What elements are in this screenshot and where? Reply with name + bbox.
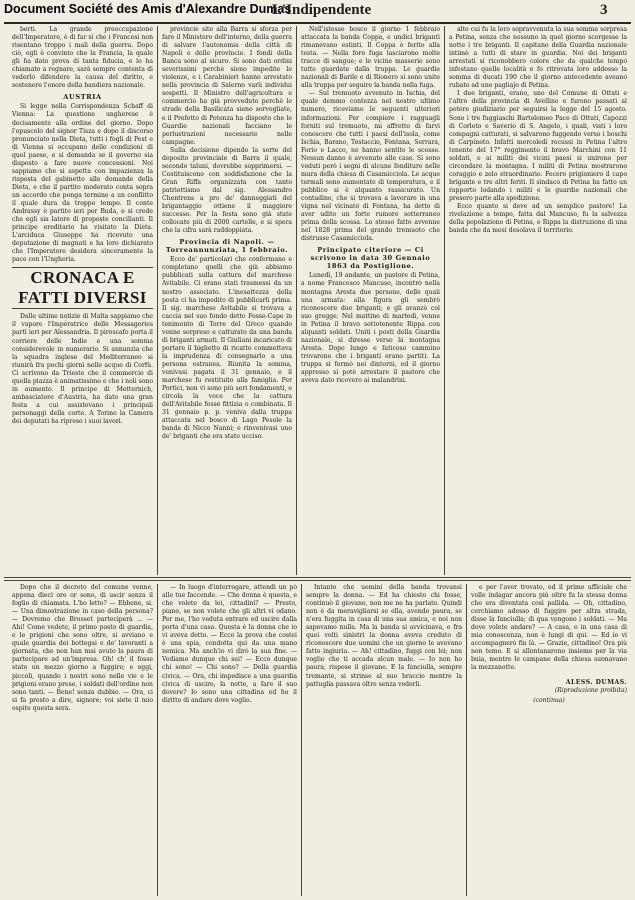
page-number: 3 (600, 2, 608, 18)
col2-top: provincie site alla Barra si sforza per fare il Ministero dell'interno, della guerra di salvare l'autonomia della città di Napoli e delle provincie. I fondi della Banca sono al sicuro. Si sono dati ordini severissimi perchè sieno impedite le violenze, e i Carabinieri hanno arrestato nella provincia di Salerno varii individui sospetti. Il Ministro dell'agricoltura e commercio ha già provveduto perchè le strade della Basilicata sieno sorvegliate, e il Prefetto di Potenza ha disposto che le Guardie nazionali facciano le perlustrazioni necessarie nelle campagne. (162, 26, 292, 146)
col1-intro: berti. La grande preoccupazione dell'Imperatore, è di far sì che i Francesi non risentano troppo i mali della guerra. Dopo ciò, egli è convinto che la Francia, la quale gli ha dato prova di tanta fiducia, e lo ha chiamato a regnare, sarà sempre contenta di vederlo difendere la causa del diritto, e sostenere l'onore della bandiera nazionale. (12, 26, 153, 90)
author-signature: ALESS. DUMAS. (565, 678, 627, 686)
masthead: L'Indipendente (272, 2, 372, 18)
feuilleton-column-4 (471, 584, 627, 896)
col2-top2: Sulla decisione dipende la sorte del deposito provinciale di Barra il quale, secondo taluni, dovrebbe sopprimersi. — Costituiscono con soddisfazione che la Gran Riffa organizzata con tanto patriottismo dal sig. Alessandro Chentrens a pro de' danneggiati del brigantaggio ottiene il maggiore successo. Per la festa sono già state collocate più di 2000 cartelle, e si spera che la cifra sarà raddoppiata. (162, 146, 292, 235)
col4-top2: I due briganti, erano, uno del Comune di Ottati e l'altro della provincia di Avellino e furono passati al potere giudiziario per seguirsi la legge del 15 agosto. Sono i tre fuggiaschi Bartolomeo Pace di Ottati, Capozzi di Corleto e Saverio di S. Angelo, i quali, visti i loro compagni catturati, si salvarono fuggendo verso i boschi di Carpineto. Infatti mercoledì recussi in Petina l'altro tenente del 17° reggimento il bravo Marchini con 11 soldati, e ai militi dei vicini paesi si unirono per circondare la montagna. I militi di Petina mostrarono coraggio e zelo straordinario. Fecero prigioniero il capo brigante e tre altri feriti. Il sindaco di Petina ha fatto un rapporto lodando i militi e le guardie nazionali che presero parte alla spedizione. (449, 90, 627, 202)
col3-top: Nell'istesso bosco il giorno 1 febbraio attaccata la banda Coppa, e undici briganti rimanevano estinti. Il Coppa è ferito alla testa. — Nella foro fuga lasciarono molte tracce di sangue; e le vicine masserie sono tutte guardate dalla truppa. Le guardie nazionali di Barile e di Rionero si sono unite alla truppa per seguire la banda nella fuga. (301, 26, 440, 90)
column-divider-1 (157, 26, 158, 575)
provincia-heading: Provincia di Napoli. — Torreannunziata, 1 febbraio. (165, 238, 289, 255)
column-4 (449, 26, 627, 574)
provincia-article: Ecco de' particolari che confermano e completano quelli che già abbiamo pubblicati sulla cattura del marchese Avitabile. Ci erano stati trasmessi da un nostro associato. L'inesattezza della posta ci ha impedito di pubblicarli prima. Il sig. marchese Avitabile si trovava a caccia nel suo fondo detto Fosse-Cape in tenimento di Torre del Greco quando venne sorpreso e catturato da una banda di briganti armati. Il Giuliani incaricato di portare il biglietto di ricatto commetteva la imprudenza di consegnarlo a una persona estranea. Riunita la somma, venivasi pagata il 31 gennaio, e il marchese fu restituito alla famiglia. Per Portici, non vi sono più seri fondamenti, e circola la voce che la cattura dell'Avitabile fosse fittizia o combinata. Il 31 gennaio p. p. veniva dalla truppa attaccata nel bosco di Lago Pesole la banda di Nicco Nanni; e rinvenivasi uno de' briganti che era stato ucciso. (162, 256, 292, 441)
feuilleton-text-2: — In luogo d'interrogare, attendi un pò alle tue faccende. — Che donna è questa, e che volete da lei, cittadini? — Presto, piano, se non volete che gli altri vi odano. Per me, l'ho veduta entrare ed uscire dalla porta d'una casa. Questa è la donna che io vi aveva detto. — Ecco la prova che costei è una spia, condotta qui da una mano nemica. Ma anch'io vi dirò la sua fine. — Vediamo dunque chi sei! — Ecco dunque chi sono! — Chi sono? — Della guardia civica. — Ora, chi impedisce a una guardia civica di uscire, la notte, a fare il suo dovere? Io sono una cittadina ed ho il diritto di andare dove voglio. (162, 584, 297, 704)
feuilleton-text-1: Dopo che il decreto del comune venne, appena dieci ore or sono, di uscir senza il foglio di chiamata. L'ho letto? — Ebbene, si. — Una dimostrazione in caso della persona? — Dovremo che Brosset parteciperà ... — Ahi! Come vedete, il primo posto di guardia, e le prigioni che sono oltre, si avviano e quale guardia dei bottegai e de' lavoranti a giornata, che non han mai avuto la paura di partecipare ad un'impresa. Oh! ch' il fosse stato un mezzo giorno a fuggire; e oggi, piccoli, quando i nostri sono nelle vie e le prigioni erano prese, i soldati dell'ordine non sono tanti. — Bene! senza dubbio. — Ora, ci si fa presto a dire, signore; voi siete il mio ospite questa sera. (12, 584, 153, 712)
page-header (0, 0, 635, 24)
header-rule (4, 22, 631, 24)
feuilleton-rule-top (4, 577, 631, 578)
principato-article: Lunedì, 19 andante, un pastore di Petina, a nome Francesco Mancuso, incontrò nella montagna Aresta due persone, delle quali una armata: alla figura gli sembrò riconoscere due briganti; e gli avanzò col suo gregge. Nel mattino di martedì, venne in Petina il bravo sottotenente Rippa con alquanti soldati. Uniti i posti della Guardia nazionale, si diresse verso la montagna Aresta. Dopo lungo e faticoso cammino trovarono che i briganti erano partiti. La truppa si fermò nei dintorni, ed il giorno appresso si potè arrestare il pastore che aveva dato ricovero ai malandrini. (301, 272, 440, 385)
column-divider-2 (296, 26, 297, 575)
feuilleton-column-1 (12, 584, 153, 896)
column-3 (301, 26, 440, 574)
feuilleton-text-3: Intanto che uomini della banda trovansi sempre la donna. — Ed ha chiesto chi fosse, continuò il giovane, non me ne ha parlato. Quindi non è da meravigliarsi se ella, avendo paura, se n'era fuggita in casa di una sua amica, e noi non sapevamo nulla. Ma la banda si avvicinava, e fra quei volti sinistri la donna aveva creduto di riconoscere due uomini che un giorno le avevano fatto ingiuria. — Ah! cittadino, fuggi con lei; non voglio che ti accada alcun male. — Io non ho paura, rispose il giovane. E la fanciulla, sempre tremante, si strinse al suo braccio mentre la pattuglia passava oltre senza vederli. (306, 584, 462, 688)
feuilleton-divider-1 (157, 584, 158, 896)
reproduction-note: (Riproduzione proibita) (554, 686, 627, 694)
feuilleton-divider-3 (466, 584, 467, 896)
continua-note: (continua) (533, 696, 565, 704)
feuilleton-divider-2 (301, 584, 302, 896)
austria-article: Si legge nella Corrispondenza Schaff di Vienna: La questione ungherese è decisamente alla ordine del giorno. Dopo l'opuscolo del signor Tisza e dopo il discorso pronunciato nella Dieta, tutti i fogli di Pest e di Vienna si occupano delle condizioni di quel paese, e si domanda se il governo sia disposto a fare nuove concessioni. Noi sappiamo che si aspetta con impazienza la risposta del gabinetto alle domande della Dieta, e che il partito moderato conta sopra un accordo che ponga termine a un conflitto il quale dura da troppo tempo. Il conte Andrassy è partito ieri per Buda, e si crede che egli sia latore di proposte concilianti. Il principe ereditario ha visitato la Dieta. L'arciduca Giuseppe ha ricevuto una deputazione di magnati e ha loro dichiarato che l'Imperatore desidera sinceramente la pace con l'Ungheria. (12, 103, 153, 264)
col4-top3: Ecco quanto si deve ad un semplice pastore! La rivelazione a tempo, fatta dal Mancuso, fu la salvezza della popolazione di Petina, e Rippa la distruzione di una banda che da mesi desolava il territorio. (449, 203, 627, 235)
col3-top2: — Sul tremuoto avvenuto in Ischia, del quale demmo contezza nel nostro ultimo numero, riceviamo le seguenti ulteriori informazioni. Per compiere i ragguagli forniti sul tremuoto, mi affretto di farvi conoscere che tutti i paesi dell'isola, come Ischia, Barano, Testaccio, Fontana, Serrara, Forio e Lacco, ne hanno sentite le scosse. Nessun danno è avvenuto alle case. Si sono veduti però i segni di alcune fenditure nelle mura della chiesa di Casamicciola. Le acque termali sono aumentate di temperatura, e il pubblico si è alquanto rassicurato. Un contadino, che si trovava a lavorare in una vigna nel vicinato di Fontana, ha detto di aver udito un forte rumore sotterraneo prima della scossa. Lo stesso fatto avvenne nel 1828 prima del grande tremuoto che distrusse Casamicciola. (301, 90, 440, 243)
source-label: Document Société des Amis d'Alexandre Dumas (4, 2, 292, 16)
column-2 (162, 26, 292, 574)
column-1 (12, 26, 153, 574)
austria-heading: AUSTRIA (63, 93, 102, 102)
feuilleton-column-2 (162, 584, 297, 896)
feuilleton-column-3 (306, 584, 462, 896)
feuilleton-text-4: e per l'aver trovato, ed il primo ufficiale che volle indagar ancora più oltre fu la stessa donna che era diventata così pallida. — Oh, cittadino, cerchiamo adesso di fuggire per altra strada, disse la fanciulla; di qua vengono i soldati. — Ma dove volete andare? — A casa, o in una casa di mia conoscenza, non è lungi di qui. — Ed io vi accompagnerò fin là. — Grazie, cittadino! Ora più non temo. E si allontanarono insieme per la via buia, mentre le campane della chiesa suonavano la mezzanotte. (471, 584, 627, 672)
column-divider-3 (444, 26, 445, 575)
cronaca-heading: CRONACA E FATTI DIVERSI (12, 267, 153, 309)
cronaca-article: Dalle ultime notizie di Malta sappiamo che il vapore l'Impératrice delle Messageries partì ieri per Alessandria. Il piroscafo porta il corriere delle Indie e una somma considerevole in numerario. Si annunzia che la squadra inglese del Mediterraneo si riunirà fra pochi giorni nelle acque di Corfù. Ci scrivono da Trieste che il commercio di quella piazza è animatissimo e che i noli sono in aumento. Il principe di Metternich, ambasciatore d'Austria, ha dato una gran festa a cui assistevano i principali personaggi della corte. A Torino la Camera dei deputati ha ripreso i suoi lavori. (12, 313, 153, 425)
feuilleton-rule-bottom (4, 580, 631, 581)
col4-top: alto cui fu la loro sopravvenuta la sua somma sorpresa a Petina, senza che nessuno in quel giorno scorgesse la notte i tre briganti. Il capitano della Guardia nazionale intimò a tutti di stare in guardia. Noi dei briganti arrestati si riconobbero colore che da qualche tempo infestano quelle località e fo ritrovata loro addosso la somma di ducati 190 che il giorno antecedente aveano rubato ad uno pagliajo di Petina. (449, 26, 627, 90)
principato-heading: Principato citeriore — Ci scrivono in data 30 Gennaio 1863 da Postiglione. (310, 246, 431, 271)
